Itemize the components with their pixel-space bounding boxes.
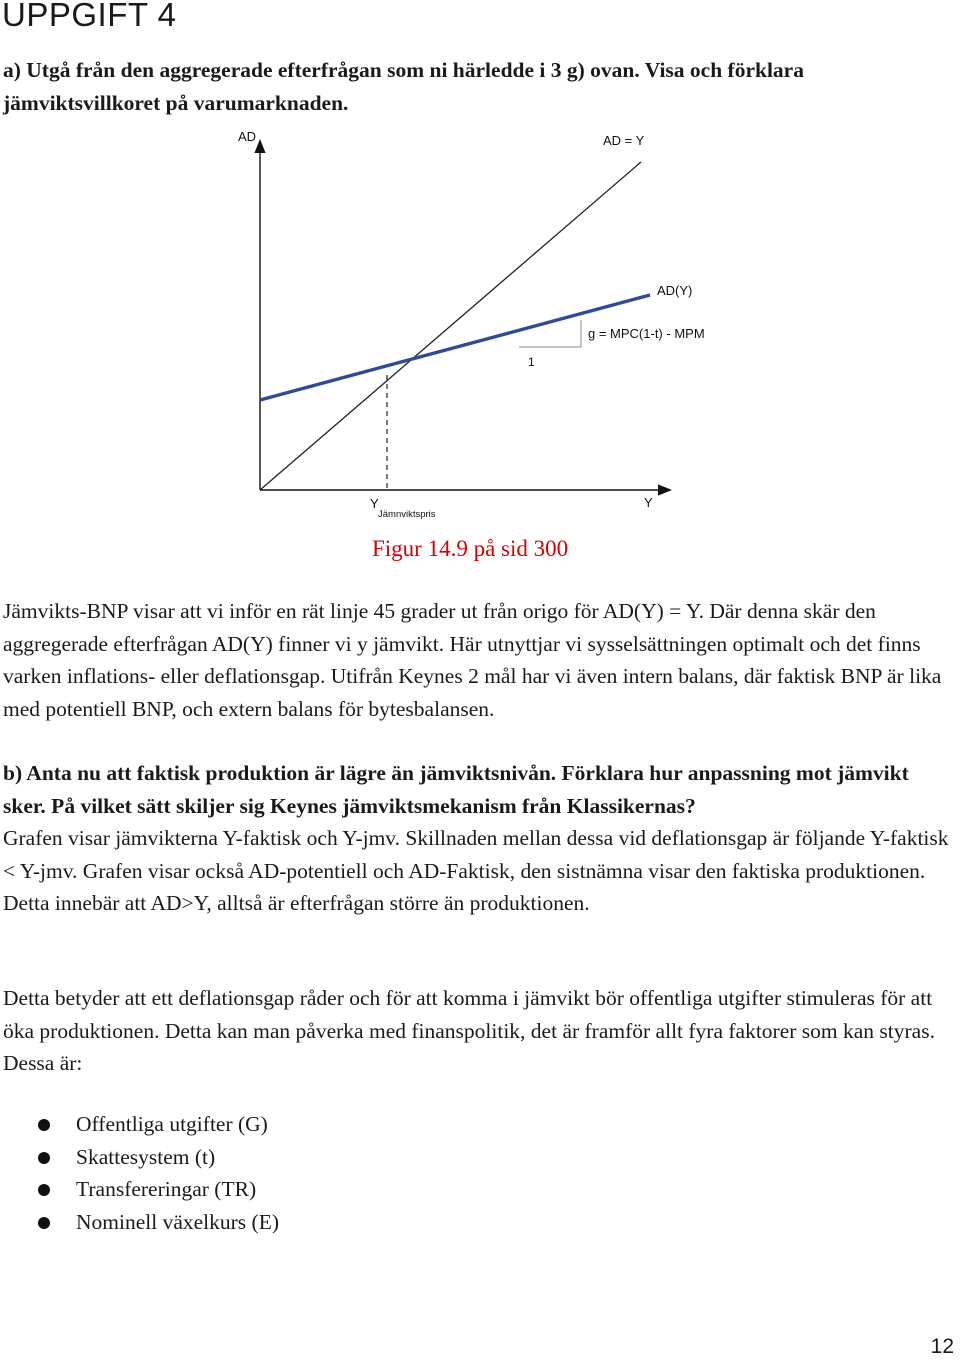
question-b: b) Anta nu att faktisk produktion är lägre än jämviktsnivån. Förklara hur anpassning mot jämvikt sker. På vilket sätt skiljer sig Keynes jämviktsmekanism från Klassikernas? <box>3 761 909 818</box>
equilibrium-label: Y <box>370 496 379 511</box>
slope-run-label: 1 <box>528 355 535 369</box>
figure-caption: Figur 14.9 på sid 300 <box>372 536 569 561</box>
list-item-text: Offentliga utgifter (G) <box>76 1112 268 1136</box>
question-a: a) Utgå från den aggregerade efterfrågan som ni härledde i 3 g) ovan. Visa och förklara jämviktsvillkoret på varumarknaden. <box>3 58 804 115</box>
page-heading: UPPGIFT 4 <box>2 0 177 33</box>
equilibrium-sublabel: Jämnviktspris <box>378 509 436 520</box>
bullet-icon <box>38 1152 50 1164</box>
line-45-degree <box>260 162 641 490</box>
list-item-text: Nominell växelkurs (E) <box>76 1209 280 1234</box>
slope-label: g = MPC(1-t) - MPM <box>588 326 705 341</box>
policy-factor-list <box>0 1108 279 1238</box>
x-axis-label: Y <box>644 495 653 510</box>
ad-equilibrium-diagram <box>0 0 960 560</box>
list-item <box>0 1206 279 1239</box>
answer-a-paragraph: Jämvikts-BNP visar att vi inför en rät linje 45 grader ut från origo för AD(Y) = Y. Där denna skär den aggregerade efterfrågan AD(Y) finner vi y jämvikt. Här utnyttjar vi sysselsättningen optimalt och det finns varken inflations- eller deflationsgap. Utifrån Keynes 2 mål har vi även intern balans, där faktisk BNP är lika med potentiell BNP, och extern balans för bytesbalansen. <box>3 599 942 721</box>
bullet-icon <box>38 1184 50 1196</box>
ad-curve-label: AD(Y) <box>657 283 693 298</box>
ad-curve <box>260 295 650 400</box>
line-45-label: AD = Y <box>603 133 645 148</box>
bullet-icon <box>38 1217 50 1229</box>
deflation-gap-paragraph: Detta betyder att ett deflationsgap råder och för att komma i jämvikt bör offentliga utgifter stimuleras för att öka produktionen. Detta kan man påverka med finanspolitik, det är framför allt fyra faktorer som kan styras. Dessa är: <box>3 986 935 1075</box>
list-item <box>0 1141 279 1174</box>
answer-b-paragraph: Grafen visar jämvikterna Y-faktisk och Y-jmv. Skillnaden mellan dessa vid deflationsgap är följande Y-faktisk < Y-jmv. Grafen visar också AD-potentiell och AD-Faktisk, den sistnämna visar den faktiska produktionen. Detta innebär att AD>Y, alltså är efterfrågan större än produktionen. <box>3 826 949 915</box>
bullet-icon <box>38 1119 50 1131</box>
list-item <box>0 1173 279 1206</box>
list-item <box>0 1108 279 1141</box>
y-axis-label: AD <box>238 129 257 144</box>
list-item-text: Skattesystem (t) <box>76 1144 216 1169</box>
page-number: 12 <box>930 1335 954 1358</box>
list-item-text: Transfereringar (TR) <box>76 1177 257 1201</box>
